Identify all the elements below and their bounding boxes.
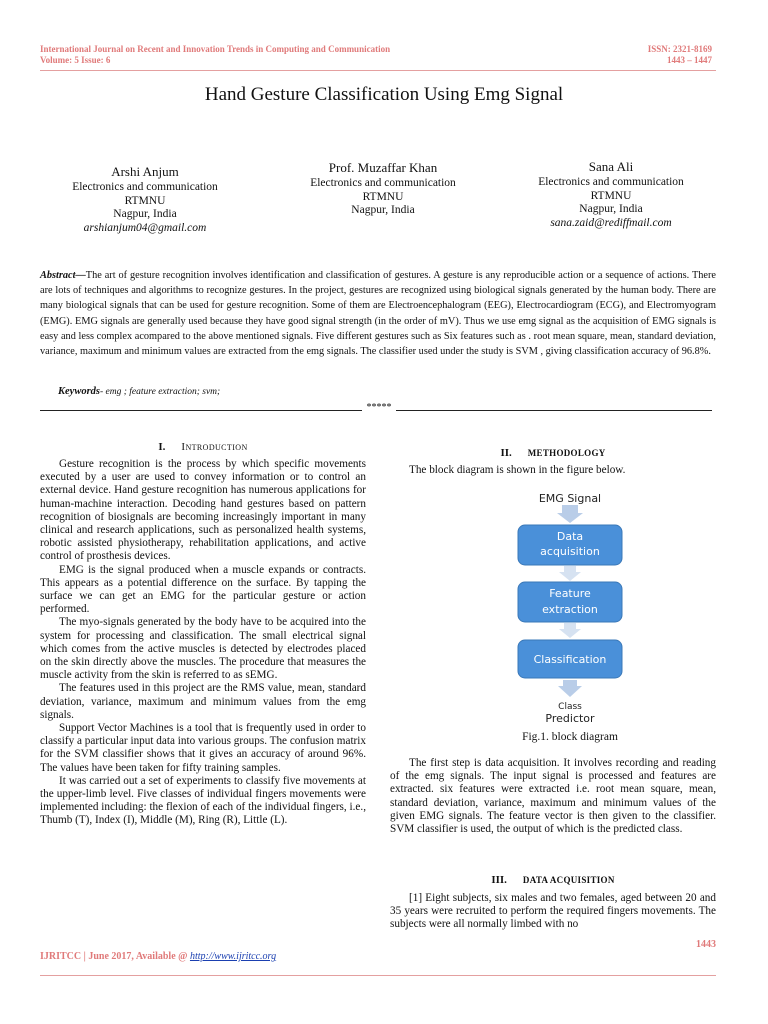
journal-name: International Journal on Recent and Innovation Trends in Computing and Communication bbox=[40, 44, 391, 54]
author-univ: RTMNU bbox=[362, 190, 404, 203]
section-title: DATA ACQUISITION bbox=[522, 875, 615, 885]
author-city: Nagpur, India bbox=[579, 203, 643, 215]
footer-rule bbox=[40, 975, 716, 976]
section-1-heading bbox=[40, 441, 366, 453]
paragraph: The myo-signals generated by the body have to be acquired into the system for processing and classification. The small electrical signal which comes from the active muscles is detected by electrodes placed on the skin directly above the muscles. The procedure that measures the muscle activity from the skin is referred to as sEMG. bbox=[40, 616, 366, 682]
diagram-output-label: Class bbox=[558, 702, 582, 712]
paragraph: [1] Eight subjects, six males and two females, aged between 20 and 35 years were recruited to perform the required fingers movements. The subjects were all normally limbed with no bbox=[390, 892, 716, 931]
keywords bbox=[58, 386, 220, 397]
block-diagram bbox=[505, 485, 635, 730]
diagram-block-feature-extraction bbox=[518, 582, 622, 622]
separator-rule-left bbox=[40, 410, 362, 411]
separator-rule-right bbox=[396, 410, 712, 411]
diagram-block-data-acquisition bbox=[518, 525, 622, 565]
author-2 bbox=[288, 159, 478, 218]
page-number: 1443 bbox=[696, 939, 716, 950]
paragraph: It was carried out a set of experiments to classify five movements at the upper-limb level. Five classes of individual fingers movements were implemented including: the flexion of each of the individual fingers, i.e., Thumb (T), Index (I), Middle (M), Ring (R), Little (L). bbox=[40, 774, 366, 827]
section-2-intro bbox=[390, 464, 716, 477]
author-3 bbox=[516, 158, 706, 230]
keywords-label: Keywords bbox=[58, 386, 100, 397]
abstract-label: Abstract— bbox=[40, 270, 86, 281]
section-number: III. bbox=[491, 874, 507, 886]
header-rule bbox=[40, 70, 716, 71]
diagram-block-label: extraction bbox=[542, 603, 598, 616]
author-dept: Electronics and communication bbox=[310, 177, 456, 189]
paragraph: EMG is the signal produced when a muscle expands or contracts. This appears as a potential difference on the surface. By tapping the surface we can get an EMG for the particular gesture or action performed. bbox=[40, 563, 366, 616]
abstract bbox=[40, 268, 716, 359]
arrow-down-icon bbox=[559, 623, 581, 638]
diagram-block-label: Feature bbox=[549, 587, 591, 600]
author-univ: RTMNU bbox=[124, 194, 166, 207]
figure-caption: Fig.1. block diagram bbox=[522, 731, 618, 743]
paragraph: The block diagram is shown in the figure below. bbox=[409, 464, 626, 476]
diagram-output-label: Predictor bbox=[545, 712, 595, 725]
diagram-block-classification bbox=[518, 640, 622, 678]
author-name: Arshi Anjum bbox=[111, 164, 179, 179]
paper-title: Hand Gesture Classification Using Emg Signal bbox=[204, 84, 564, 105]
journal-volume: Volume: 5 Issue: 6 bbox=[40, 55, 111, 65]
section-2-heading bbox=[390, 447, 716, 459]
journal-issn: ISSN: 2321-8169 bbox=[647, 44, 712, 54]
paragraph: The features used in this project are the RMS value, mean, standard deviation, variance, maximum and minimum values from the emg signals. bbox=[40, 682, 366, 721]
arrow-down-icon bbox=[559, 566, 581, 581]
author-dept: Electronics and communication bbox=[538, 176, 684, 188]
paragraph: Gesture recognition is the process by which specific movements executed by a user are used to convey information or to control an external device. Hand gesture recognition has numerous applications for human-machine interaction. Decoding hand gestures based on pattern recognition of biosignals are becoming increasingly important in many clinical and research applications, such as personalized health systems, robotic assisted physiotherapy, rehabilitation applications, and active control of prosthesis devices. bbox=[40, 458, 366, 563]
section-3-heading bbox=[390, 874, 716, 886]
abstract-text: The art of gesture recognition involves identification and classification of gestures. A gesture is any reproducible action or a sequence of actions. There are lots of techniques and algorithms to recognize gestures. In the project, gestures are recognized using biological signals generated by the human body. There are many biological signals that can be used for gesture recognition. Some of them are Electroencephalogram (EEG), Electrocardiogram (ECG), and Electromyogram (EMG). EMG signals are generally used because they have good signal strength (in the order of mV). Thus we use emg signal as the acquisition of EMG signals is easy and less complex acompared to the above mentioned signals. Five different gestures such as Six features such as . root mean square, mean, standard deviation, variance, maximum and minimum values are extracted from the emg signals. The classifier used under the study is SVM , giving classification accuracy of 96.8%. bbox=[40, 270, 716, 358]
footer-label: IJRITCC | June 2017, Available @ bbox=[40, 951, 190, 962]
arrow-down-icon bbox=[557, 505, 583, 523]
author-name: Sana Ali bbox=[588, 159, 634, 174]
diagram-block-label: acquisition bbox=[540, 545, 600, 558]
diagram-block-label: Data bbox=[556, 530, 584, 543]
section-2-body bbox=[390, 757, 716, 836]
section-3-body bbox=[390, 892, 716, 932]
author-city: Nagpur, India bbox=[113, 208, 177, 220]
separator-stars: ***** bbox=[366, 402, 392, 413]
diagram-input-label: EMG Signal bbox=[538, 492, 602, 505]
author-email: sana.zaid@rediffmail.com bbox=[550, 216, 672, 229]
paragraph: The first step is data acquisition. It involves recording and reading of the emg signals. The input signal is processed and features are extracted. six features were extracted i.e. root mean square, mean, standard deviation, variance, maximum and minimum values of the given EMG signals. The feature vector is then given to the classifier. SVM classifier is used, the output of which is the predicted class. bbox=[390, 757, 716, 836]
footer-text bbox=[40, 951, 276, 962]
diagram-block-label: Classification bbox=[533, 653, 607, 666]
footer-link[interactable]: http://www.ijritcc.org bbox=[189, 951, 277, 962]
author-city: Nagpur, India bbox=[351, 204, 415, 216]
author-1 bbox=[50, 163, 240, 235]
section-1-body bbox=[40, 458, 366, 828]
section-number: I. bbox=[158, 441, 166, 453]
section-title: Introduction bbox=[181, 441, 248, 453]
author-univ: RTMNU bbox=[590, 189, 632, 202]
arrow-down-icon bbox=[558, 680, 582, 697]
author-dept: Electronics and communication bbox=[72, 181, 218, 193]
keywords-value: - emg ; feature extraction; svm; bbox=[100, 387, 221, 397]
journal-pages: 1443 – 1447 bbox=[667, 55, 712, 65]
section-title: METHODOLOGY bbox=[527, 448, 606, 458]
author-email: arshianjum04@gmail.com bbox=[83, 221, 207, 234]
author-name: Prof. Muzaffar Khan bbox=[328, 160, 438, 175]
section-number: II. bbox=[500, 447, 512, 459]
paragraph: Support Vector Machines is a tool that is frequently used in order to classify a particular input data into various groups. The confusion matrix for the SVM classifier shows that it gives an accuracy of around 96%. The values have been taken for fifty training samples. bbox=[40, 722, 366, 774]
